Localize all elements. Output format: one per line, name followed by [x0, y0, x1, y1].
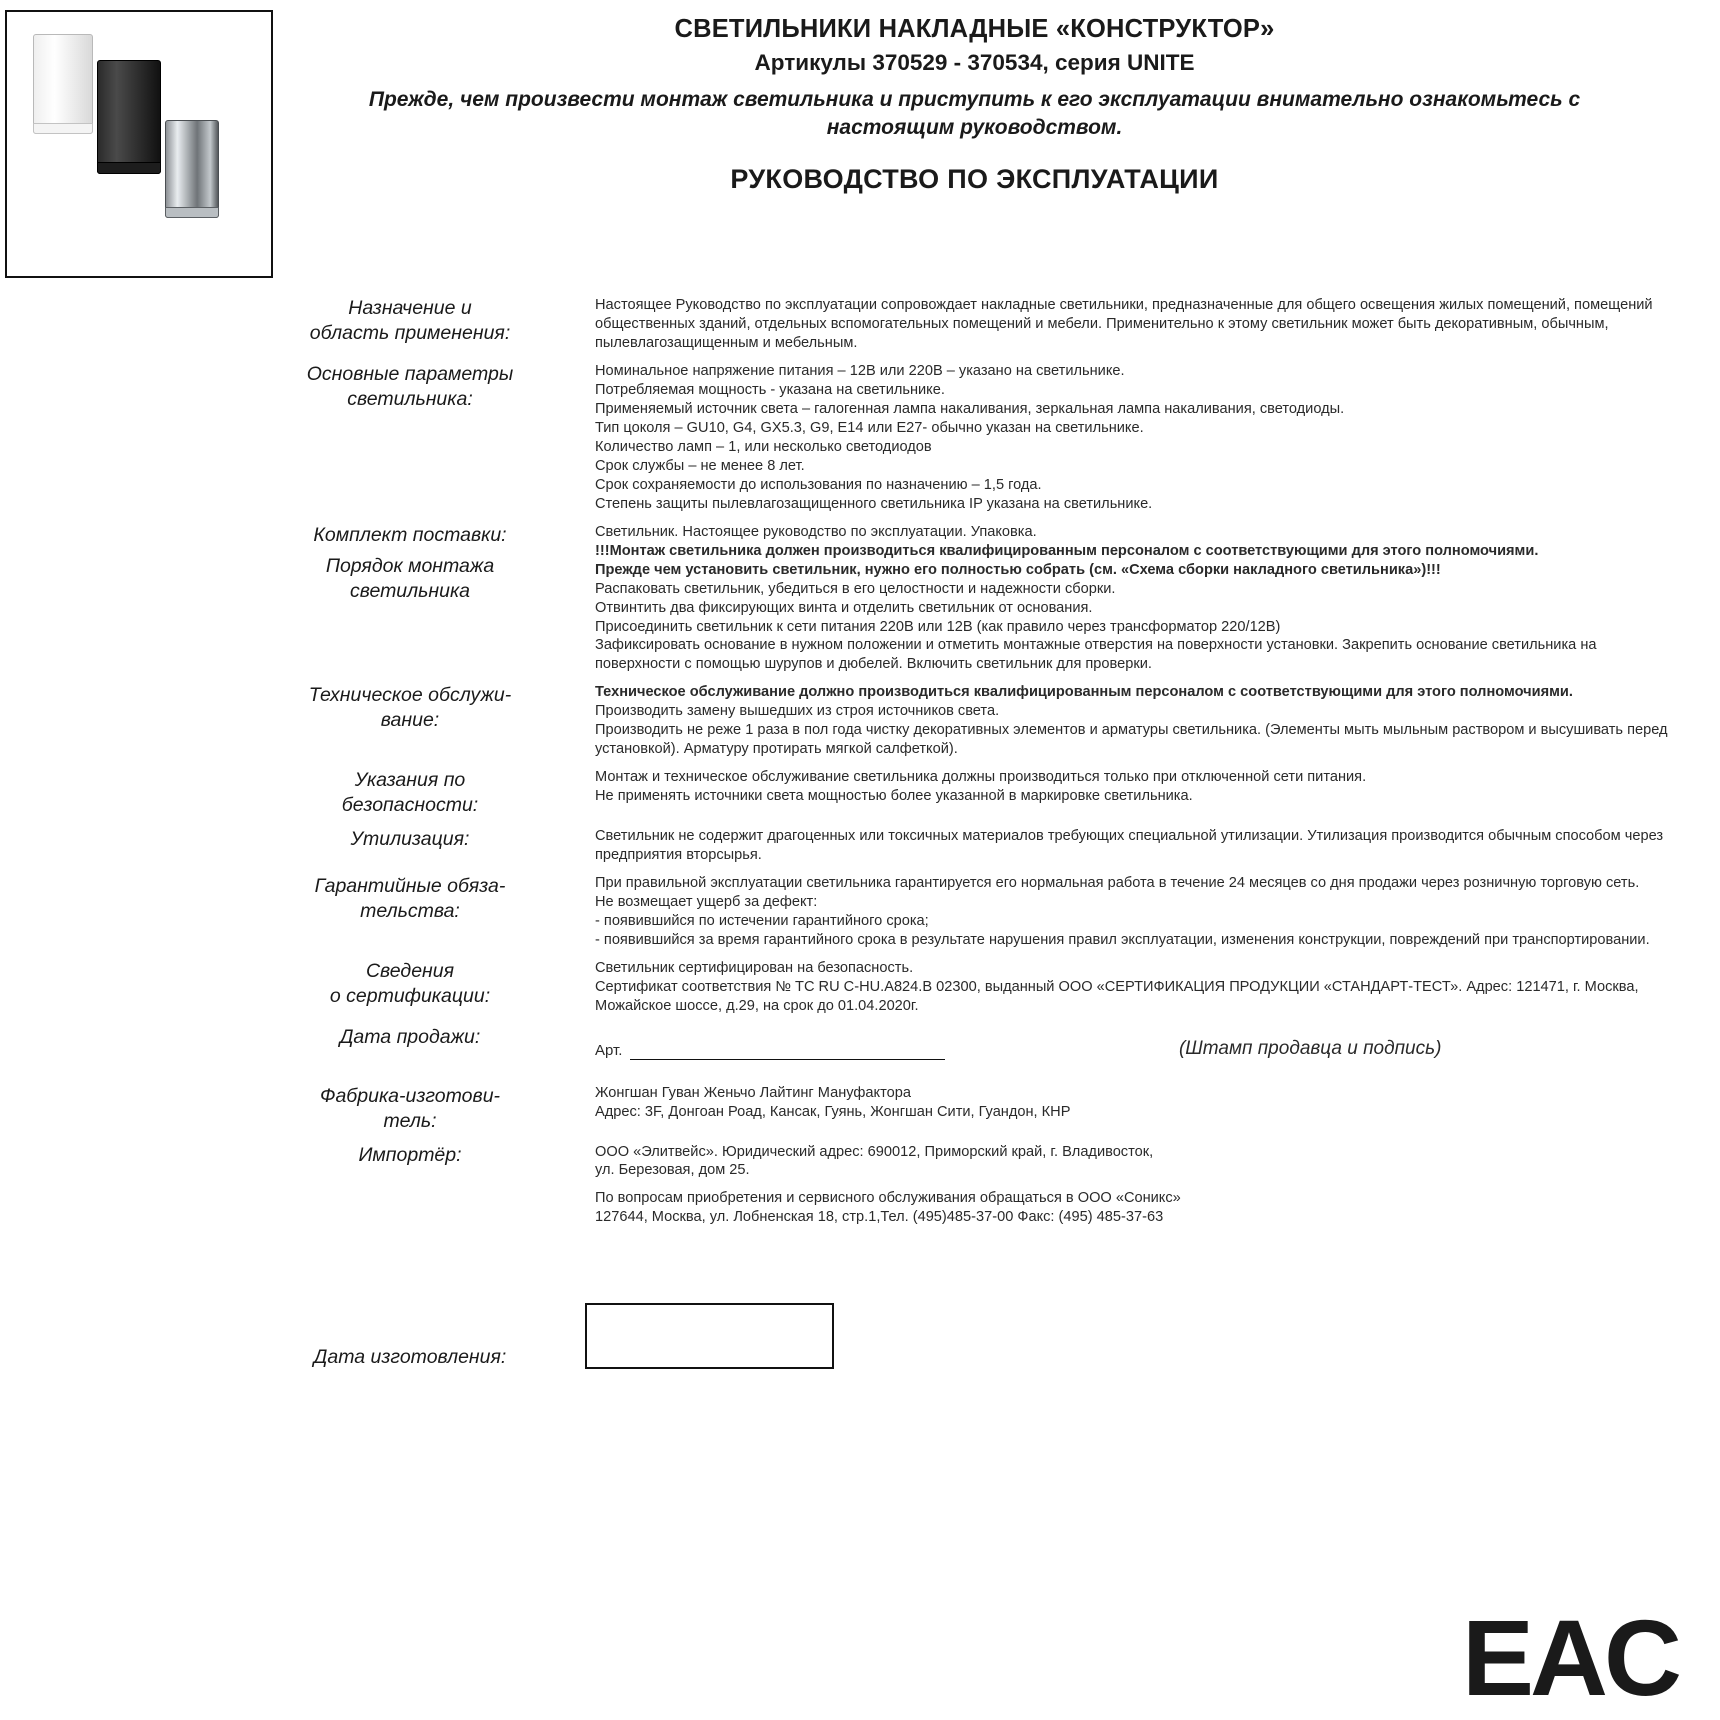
article-label: Арт. — [595, 1042, 623, 1060]
label-line: область применения: — [309, 321, 511, 344]
article-numbers: Артикулы 370529 - 370534, серия UNITE — [754, 50, 1195, 76]
section-disposal — [0, 827, 1675, 865]
sale-date-label: Дата продажи: — [339, 1025, 481, 1048]
paragraph-bold: !!!Монтаж светильника должен производиться квалифицированным персоналом с соответствующими для этого полномочиями. — [595, 542, 1539, 559]
section-manufacturer — [0, 1084, 1675, 1134]
paragraph: Светильник сертифицирован на безопасность. — [595, 960, 914, 976]
label-line: безопасности: — [341, 794, 479, 817]
label-line: Комплект поставки: — [313, 523, 507, 546]
document-title: СВЕТИЛЬНИКИ НАКЛАДНЫЕ «КОНСТРУКТОР» — [674, 15, 1275, 43]
section-label — [0, 827, 575, 852]
label-line: Назначение и — [348, 297, 472, 319]
label-line: Утилизация: — [350, 828, 470, 851]
section-warranty — [0, 874, 1675, 950]
section-importer — [0, 1143, 1675, 1181]
manual-heading: РУКОВОДСТВО ПО ЭКСПЛУАТАЦИИ — [730, 163, 1219, 194]
section-body — [575, 959, 1675, 1016]
article-input-line[interactable] — [630, 1039, 945, 1060]
header-warning-note: Прежде, чем произвести монтаж светильника и приступить к его эксплуатации внимательно ознакомьтесь с настоящим руководством. — [368, 88, 1581, 139]
paragraph: Срок службы – не менее 8 лет. — [595, 457, 805, 474]
paragraph: Монтаж и техническое обслуживание светильника должны производиться только при отключенной сети питания. — [595, 769, 1367, 786]
paragraph: Распаковать светильник, убедиться в его целостности и надежности сборки. — [595, 580, 1116, 597]
section-body — [575, 1084, 1675, 1122]
section-main-parameters — [0, 362, 1675, 514]
section-label — [0, 768, 575, 818]
paragraph: Отвинтить два фиксирующих винта и отделить светильник от основания. — [595, 599, 1093, 616]
section-body — [575, 1143, 1675, 1181]
label-line: Техническое обслужи- — [308, 684, 512, 707]
section-label — [0, 1084, 575, 1134]
paragraph: - появившийся по истечении гарантийного срока; — [595, 913, 929, 930]
lamp-black-icon — [97, 60, 161, 174]
label-line: Порядок монтажа — [325, 554, 495, 577]
document-content — [0, 296, 1720, 1369]
paragraph: Номинальное напряжение питания – 12В или 220В – указано на светильнике. — [595, 362, 1125, 379]
section-body — [575, 683, 1675, 759]
section-label — [0, 523, 575, 604]
section-label — [0, 296, 575, 346]
section-body — [575, 523, 1675, 675]
paragraph: Не возмещает ущерб за дефект: — [595, 894, 818, 911]
section-sale-date — [0, 1025, 1675, 1075]
label-line: вание: — [380, 709, 440, 732]
label-line: Указания по — [354, 769, 466, 792]
label-line: Сведения — [365, 960, 455, 982]
paragraph: Степень защиты пылевлагозащищенного светильника IP указана на светильнике. — [595, 495, 1153, 512]
paragraph: Присоединить светильник к сети питания 220В или 12В (как правило через трансформатор 220/12В) — [595, 618, 1281, 635]
product-photo — [5, 10, 273, 278]
section-production-date — [0, 1303, 1675, 1369]
paragraph: Светильник. Настоящее руководство по эксплуатации. Упаковка. — [595, 523, 1037, 540]
section-body — [575, 296, 1675, 353]
section-body — [575, 362, 1675, 514]
label-line: светильника: — [347, 387, 473, 410]
document-header — [0, 0, 1720, 278]
paragraph-bold: Техническое обслуживание должно производиться квалифицированным персоналом с соответствующими для этого полномочиями. — [595, 684, 1573, 701]
section-body — [575, 874, 1675, 950]
production-date-label: Дата изготовления: — [313, 1346, 507, 1369]
section-delivery-and-mounting — [0, 523, 1675, 675]
section-maintenance — [0, 683, 1675, 759]
label-line: Основные параметры — [306, 362, 514, 385]
production-date-box[interactable] — [585, 1303, 834, 1369]
paragraph: Количество ламп – 1, или несколько светодиодов — [595, 438, 932, 455]
paragraph: Сертификат соответствия № ТС RU C-HU.А824.В 02300, выданный ООО «СЕРТИФИКАЦИЯ ПРОДУКЦИИ «СТАНДАРТ-ТЕСТ». Адрес: 121471, г. Москва, Можайское шоссе, д.29, на срок до 01.04.2020г. — [595, 978, 1639, 1014]
paragraph: Производить замену вышедших из строя источников света. — [595, 703, 1000, 720]
paragraph: Настоящее Руководство по эксплуатации сопровождает накладные светильники, предназначенные для общего освещения жилых помещений, помещений общественных зданий, отдельных вспомогательных помещений и мебели. Применительно к этому светильник может быть декоративным, обычным, пылевлагозащищенным и мебельным. — [595, 297, 1653, 351]
paragraph: Адрес: 3F, Донгоан Роад, Кансак, Гуянь, Жонгшан Сити, Гуандон, КНР — [595, 1103, 1071, 1120]
section-safety — [0, 768, 1675, 818]
lamp-white-icon — [33, 34, 93, 134]
eac-mark-icon: EAC — [1461, 1596, 1678, 1718]
importer-label: Импортёр: — [358, 1143, 462, 1166]
sale-date-fields — [595, 1037, 1675, 1063]
paragraph: 127644, Москва, ул. Лобненская 18, стр.1,Тел. (495)485-37-00 Факс: (495) 485-37-63 — [595, 1209, 1164, 1226]
paragraph: Тип цоколя – GU10, G4, GX5.3, G9, E14 или E27- обычно указан на светильнике. — [595, 419, 1144, 436]
paragraph: Производить не реже 1 раза в пол года чистку декоративных элементов и арматуры светильника. (Элементы мыть мыльным раствором и высушивать перед установкой). Арматуру протирать мягкой салфеткой). — [595, 722, 1668, 758]
seller-stamp-label: (Штамп продавца и подпись) — [1178, 1037, 1442, 1059]
label-line: Гарантийные обяза- — [314, 875, 506, 898]
label-line: тельства: — [360, 900, 460, 923]
paragraph: Не применять источники света мощностью более указанной в маркировке светильника. — [595, 788, 1193, 805]
section-purpose — [0, 296, 1675, 353]
paragraph: При правильной эксплуатации светильника гарантируется его нормальная работа в течение 24 месяцев со дня продажи через розничную торговую сеть. — [595, 875, 1640, 892]
section-label — [0, 959, 575, 1009]
paragraph: Потребляемая мощность - указана на светильнике. — [595, 381, 945, 398]
label-line: о сертификации: — [329, 984, 491, 1007]
sale-date-body — [575, 1025, 1675, 1075]
paragraph-bold: Прежде чем установить светильник, нужно его полностью собрать (см. «Схема сборки накладного светильника»)!!! — [595, 561, 1441, 578]
section-label — [0, 362, 575, 412]
label-line: тель: — [383, 1109, 437, 1132]
paragraph: Зафиксировать основание в нужном положении и отметить монтажные отверстия на поверхности установки. Закрепить основание светильника на поверхности с помощью шурупов и дюбелей. Включить светильник для проверки. — [595, 637, 1597, 673]
section-body — [575, 768, 1675, 806]
paragraph: Применяемый источник света – галогенная лампа накаливания, зеркальная лампа накаливания, светодиоды. — [595, 400, 1345, 417]
label-line: светильника — [349, 579, 471, 602]
lamp-chrome-icon — [165, 120, 219, 218]
paragraph: ООО «Элитвейс». Юридический адрес: 690012, Приморский край, г. Владивосток, — [595, 1143, 1154, 1160]
paragraph: Срок сохраняемости до использования по назначению – 1,5 года. — [595, 476, 1042, 493]
paragraph: По вопросам приобретения и сервисного обслуживания обращаться в ООО «Соникс» — [595, 1190, 1181, 1207]
paragraph: - появившийся за время гарантийного срока в результате нарушения правил эксплуатации, изменения конструкции, повреждений при транспортировании. — [595, 932, 1650, 949]
section-service-contacts — [0, 1189, 1675, 1227]
section-body — [575, 827, 1675, 865]
paragraph: Жонгшан Гуван Женьчо Лайтинг Мануфактора — [595, 1084, 911, 1101]
label-line: Фабрика-изготови- — [319, 1084, 501, 1107]
section-label — [0, 683, 575, 733]
paragraph: Светильник не содержит драгоценных или токсичных материалов требующих специальной утилизации. Утилизация производится обычным способом через предприятия вторсырья. — [595, 828, 1664, 864]
paragraph: ул. Березовая, дом 25. — [595, 1162, 750, 1179]
header-text-block — [273, 8, 1680, 195]
section-label — [0, 874, 575, 924]
section-body — [575, 1189, 1675, 1227]
section-certification — [0, 959, 1675, 1016]
